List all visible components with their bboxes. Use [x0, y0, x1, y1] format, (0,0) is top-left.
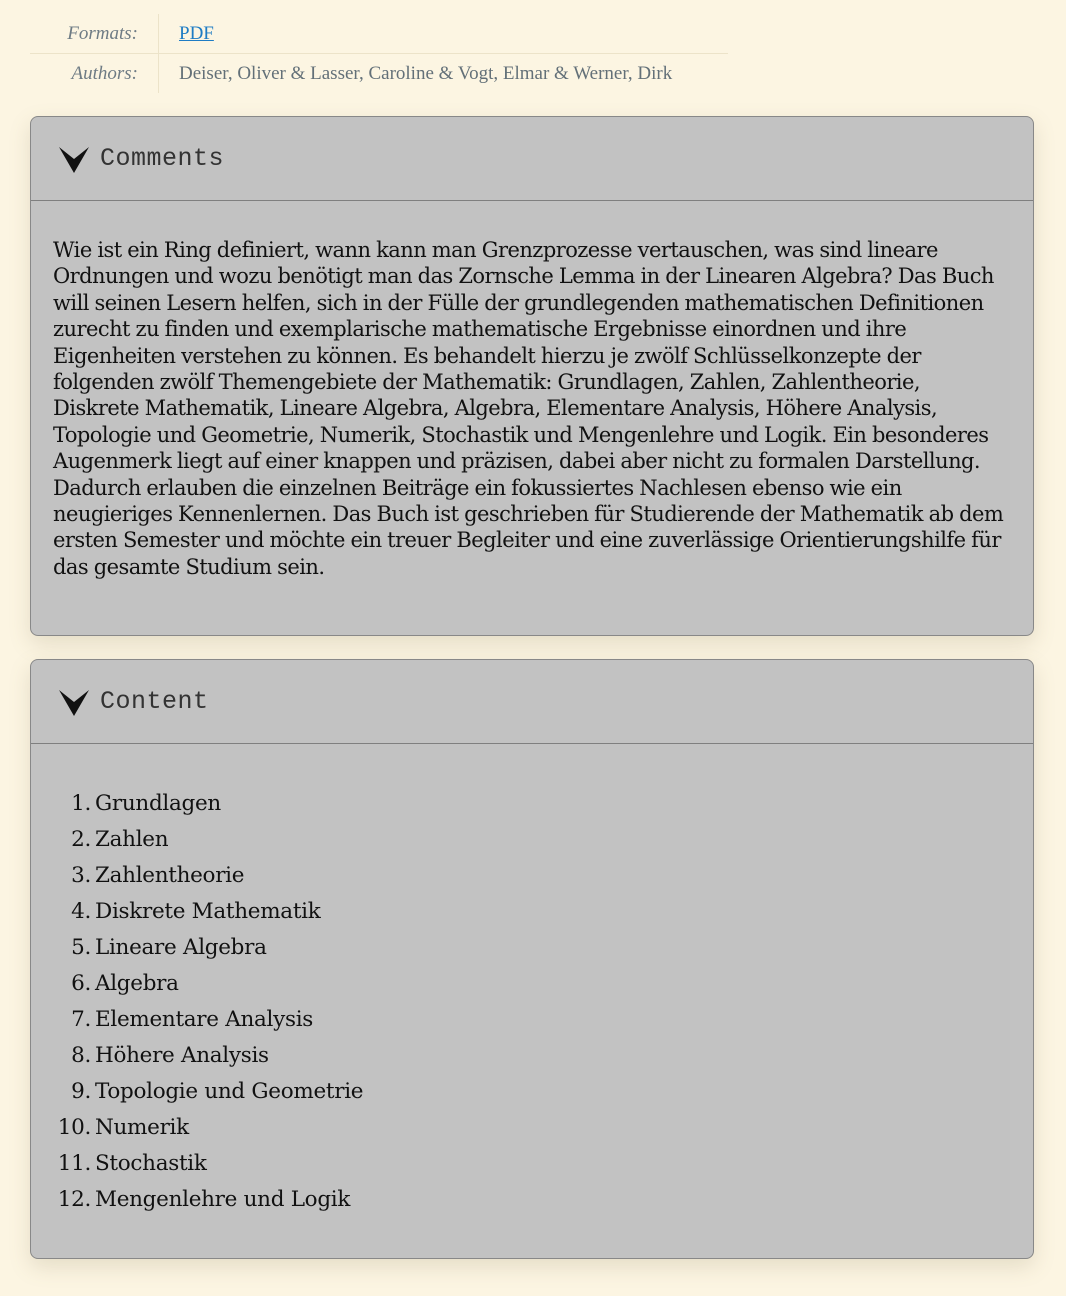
- toc-item-label: Stochastik: [95, 1151, 207, 1176]
- toc-item: [53, 1182, 1011, 1218]
- comments-panel: [30, 116, 1034, 636]
- pdf-format-link[interactable]: PDF: [179, 22, 214, 44]
- toc-item: [53, 1110, 1011, 1146]
- toc-item-label: Numerik: [95, 1115, 189, 1140]
- toc-item: [53, 822, 1011, 858]
- content-panel-body: [31, 744, 1033, 1218]
- formats-label: Formats:: [30, 14, 159, 54]
- toc-item-number: 12.: [57, 1187, 91, 1212]
- toc-item-number: 9.: [71, 1079, 91, 1104]
- authors-row: [30, 54, 728, 94]
- toc-item-number: 3.: [71, 863, 91, 888]
- comments-panel-toggle[interactable]: [31, 117, 1033, 201]
- comments-panel-body: [31, 201, 1033, 580]
- chevron-down-icon: [59, 145, 91, 175]
- toc-item-label: Algebra: [95, 971, 179, 996]
- formats-row: [30, 14, 728, 54]
- toc-item-number: 1.: [71, 791, 91, 816]
- authors-label: Authors:: [30, 54, 159, 94]
- toc-item: [53, 1074, 1011, 1110]
- toc-item: [53, 1002, 1011, 1038]
- toc-item-label: Diskrete Mathematik: [95, 899, 321, 924]
- chevron-down-icon: [59, 688, 91, 718]
- content-panel-title: Content: [100, 687, 209, 716]
- toc-item: [53, 858, 1011, 894]
- comments-panel-title: Comments: [100, 144, 225, 173]
- toc-item: [53, 1038, 1011, 1074]
- toc-item: [53, 930, 1011, 966]
- toc-item-number: 8.: [71, 1043, 91, 1068]
- toc-item-label: Zahlen: [95, 827, 169, 852]
- table-of-contents: [53, 786, 1011, 1218]
- toc-item-label: Zahlentheorie: [95, 863, 245, 888]
- toc-item-label: Elementare Analysis: [95, 1007, 314, 1032]
- toc-item-number: 2.: [71, 827, 91, 852]
- content-panel: [30, 659, 1034, 1259]
- toc-item: [53, 1146, 1011, 1182]
- toc-item-number: 5.: [71, 935, 91, 960]
- toc-item-number: 6.: [71, 971, 91, 996]
- toc-item: [53, 786, 1011, 822]
- toc-item-number: 7.: [71, 1007, 91, 1032]
- toc-item-number: 11.: [57, 1151, 91, 1176]
- toc-item-label: Lineare Algebra: [95, 935, 267, 960]
- toc-item-label: Topologie und Geometrie: [95, 1079, 364, 1104]
- book-metadata-table: [30, 14, 728, 93]
- toc-item: [53, 894, 1011, 930]
- toc-item: [53, 966, 1011, 1002]
- content-panel-toggle[interactable]: [31, 660, 1033, 744]
- toc-item-number: 4.: [71, 899, 91, 924]
- toc-item-number: 10.: [57, 1115, 91, 1140]
- toc-item-label: Grundlagen: [95, 791, 221, 816]
- formats-value-cell: [159, 14, 729, 54]
- book-description: Wie ist ein Ring definiert, wann kann man Grenzprozesse vertauschen, was sind lineare Ordnungen und wozu benötigt man das Zornsche Lemma in der Linearen Algebra? Das Buch will seinen Lesern helfen, sich in der Fülle der grundlegenden mathematischen Definitionen zurecht zu finden und exemplarische mathematische Ergebnisse einordnen und ihre Eigenheiten verstehen zu können. Es behandelt hierzu je zwölf Schlüsselkonzepte der folgenden zwölf Themengebiete der Mathematik: Grundlagen, Zahlen, Zahlentheorie, Diskrete Mathematik, Lineare Algebra, Algebra, Elementare Analysis, Höhere Analysis, Topologie und Geometrie, Numerik, Stochastik und Mengenlehre und Logik. Ein besonderes Augenmerk liegt auf einer knappen und präzisen, dabei aber nicht zu formalen Darstellung. Dadurch erlauben die einzelnen Beiträge ein fokussiertes Nachlesen ebenso wie ein neugieriges Kennenlernen. Das Buch ist geschrieben für Studierende der Mathematik ab dem ersten Semester und möchte ein treuer Begleiter und eine zuverlässige Orientierungshilfe für das gesamte Studium sein.: [53, 238, 1004, 579]
- toc-item-label: Mengenlehre und Logik: [95, 1187, 351, 1212]
- toc-item-label: Höhere Analysis: [95, 1043, 269, 1068]
- authors-value: Deiser, Oliver & Lasser, Caroline & Vogt, Elmar & Werner, Dirk: [159, 54, 729, 94]
